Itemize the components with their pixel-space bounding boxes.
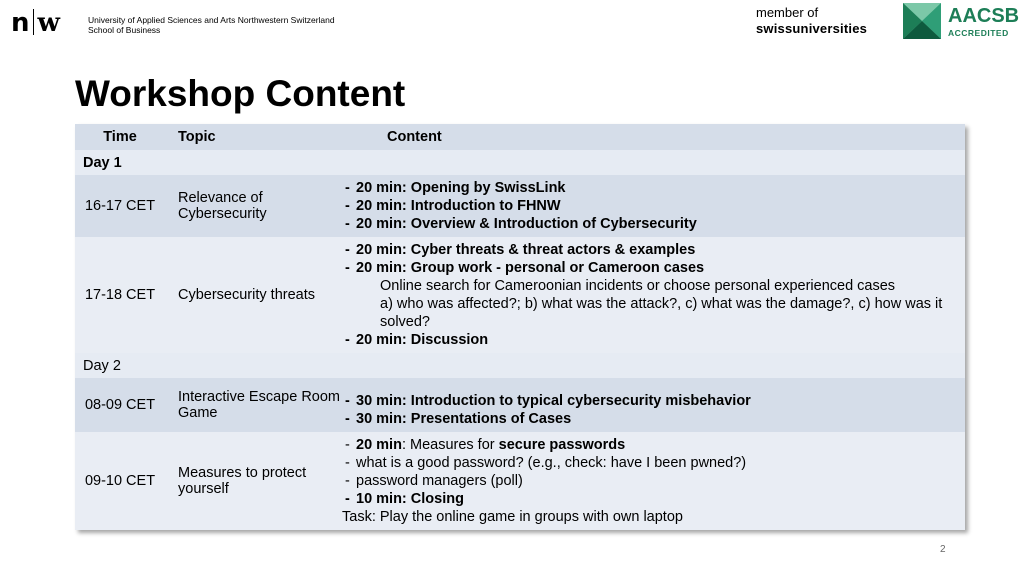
table-row	[75, 432, 965, 530]
row-content	[342, 237, 965, 353]
list-item: - 20 min: Opening by SwissLink	[342, 179, 959, 197]
list-item: Task: Play the online game in groups with own laptop	[342, 509, 683, 525]
header-topic: Topic	[165, 124, 342, 150]
university-line1: University of Applied Sciences and Arts Northwestern Switzerland	[88, 15, 335, 25]
university-line2: School of Business	[88, 25, 161, 35]
aacsb-logo	[903, 3, 1019, 39]
fhnw-logo: n w	[11, 8, 59, 38]
row-topic: Cybersecurity threats	[165, 237, 342, 353]
list-item: - 10 min: Closing	[342, 490, 959, 508]
list-item: - password managers (poll)	[342, 472, 959, 490]
list-item: - 20 min: Discussion	[342, 331, 959, 349]
table-row	[75, 237, 965, 353]
member-of-block	[756, 5, 867, 37]
workshop-table	[75, 124, 965, 530]
header-time: Time	[75, 124, 165, 150]
row-topic: Relevance of Cybersecurity	[165, 175, 342, 237]
list-item: - 20 min: Group work - personal or Cameroon cases	[342, 259, 959, 277]
table-header-row	[75, 124, 965, 150]
aacsb-mark-icon	[903, 3, 941, 39]
list-item: - what is a good password? (e.g., check: have I been pwned?)	[342, 454, 959, 472]
row-time: 08-09 CET	[75, 378, 165, 432]
header-content: Content	[342, 124, 965, 150]
day-row	[75, 353, 965, 378]
day-row	[75, 150, 965, 175]
item-emphasis: secure passwords	[498, 437, 626, 453]
list-item: - 30 min: Presentations of Cases	[342, 410, 959, 428]
row-topic: Interactive Escape Room Game	[165, 378, 342, 432]
slide-header	[0, 0, 1024, 50]
day1-label: Day 1	[75, 150, 965, 175]
duration-label: 20 min	[356, 437, 402, 453]
row-time: 16-17 CET	[75, 175, 165, 237]
day2-label: Day 2	[75, 353, 965, 378]
row-content	[342, 175, 965, 237]
list-item: - 20 min: Overview & Introduction of Cybersecurity	[342, 215, 959, 233]
list-item	[342, 436, 959, 454]
list-item: - 20 min: Introduction to FHNW	[342, 197, 959, 215]
aacsb-accredited: ACCREDITED	[948, 28, 1009, 38]
swissuniversities-logo: swissuniversities	[756, 21, 868, 36]
page-number: 2	[940, 544, 946, 555]
list-item: - 20 min: Cyber threats & threat actors & examples	[342, 241, 959, 259]
row-topic: Measures to protect yourself	[165, 432, 342, 530]
aacsb-name: AACSB	[948, 5, 1020, 27]
list-item: - 30 min: Introduction to typical cybersecurity misbehavior	[342, 392, 959, 410]
row-content	[342, 432, 965, 530]
table-row	[75, 378, 965, 432]
row-content	[342, 378, 965, 432]
item-text: : Measures for	[401, 437, 499, 453]
university-name	[88, 15, 335, 35]
row-time: 09-10 CET	[75, 432, 165, 530]
list-item: a) who was affected?; b) what was the attack?, c) what was the damage?, c) how was it solved?	[380, 296, 943, 330]
table-row	[75, 175, 965, 237]
list-item: Online search for Cameroonian incidents or choose personal experienced cases	[380, 278, 896, 294]
member-label: member of	[756, 5, 819, 20]
page-title: Workshop Content	[75, 73, 406, 114]
row-time: 17-18 CET	[75, 237, 165, 353]
